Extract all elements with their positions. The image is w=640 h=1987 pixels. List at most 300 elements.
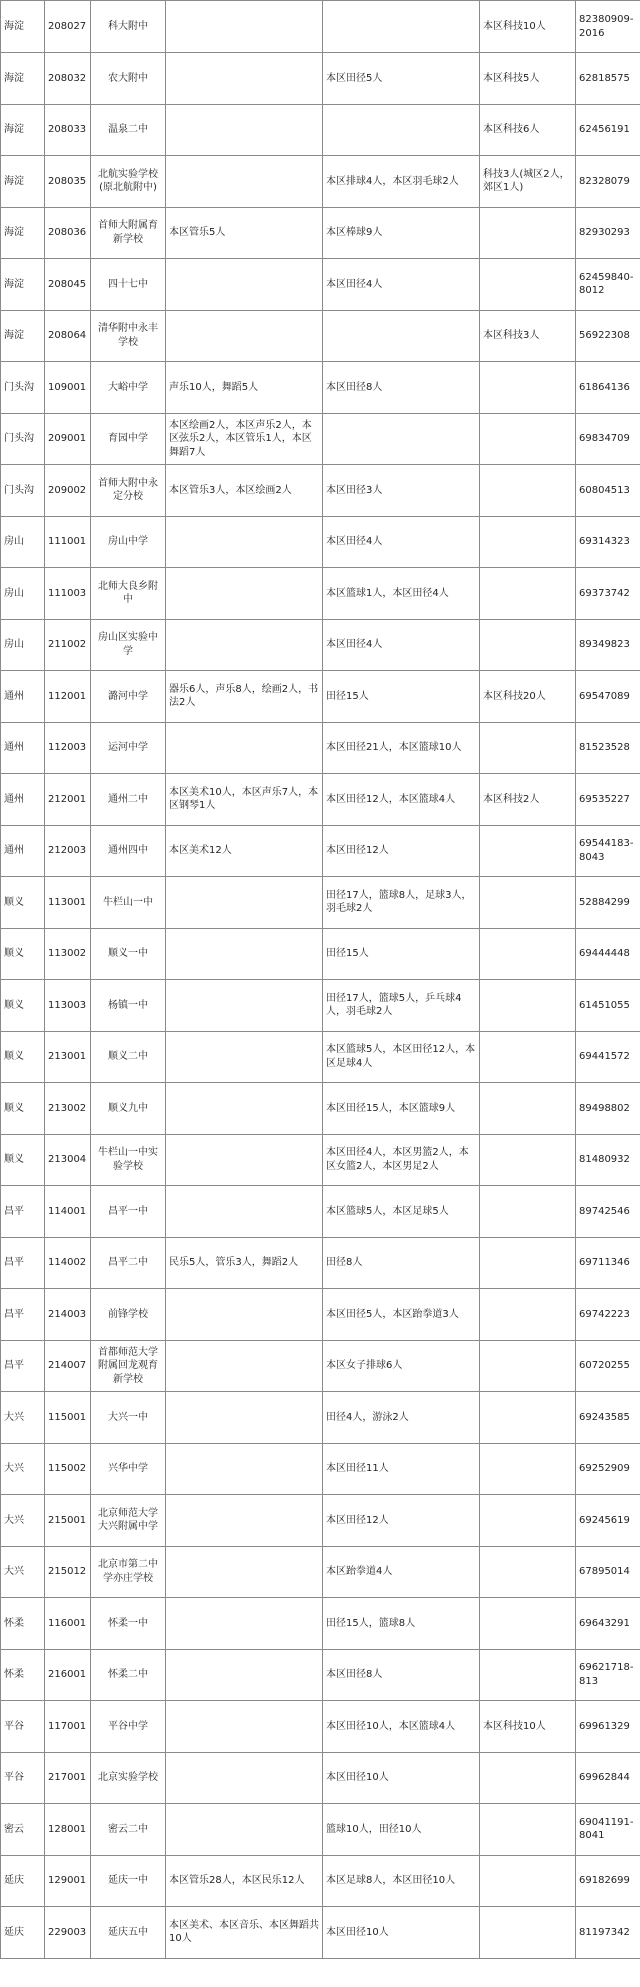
phone-cell: 69621718-813 (576, 1649, 640, 1701)
tech-quota-cell: 本区科技2人 (480, 774, 576, 826)
school-name-cell: 育园中学 (91, 413, 166, 465)
tech-quota-cell: 本区科技5人 (480, 53, 576, 105)
school-code-cell: 111003 (45, 568, 91, 620)
school-code-cell: 214007 (45, 1340, 91, 1392)
school-name-cell: 科大附中 (91, 1, 166, 53)
district-cell: 海淀 (1, 53, 45, 105)
district-cell: 昌平 (1, 1289, 45, 1341)
school-name-cell: 北航实验学校(原北航附中) (91, 156, 166, 208)
tech-quota-cell (480, 980, 576, 1032)
sport-quota-cell: 本区田径4人 (323, 259, 480, 311)
tech-quota-cell (480, 1598, 576, 1650)
tech-quota-cell: 本区科技3人 (480, 310, 576, 362)
tech-quota-cell (480, 619, 576, 671)
art-quota-cell: 器乐6人，声乐8人，绘画2人，书法2人 (166, 671, 323, 723)
tech-quota-cell (480, 568, 576, 620)
sport-quota-cell: 田径17人，篮球8人，足球3人，羽毛球2人 (323, 877, 480, 929)
art-quota-cell (166, 310, 323, 362)
school-name-cell: 温泉二中 (91, 104, 166, 156)
phone-cell: 69182699 (576, 1855, 640, 1907)
school-code-cell: 213001 (45, 1031, 91, 1083)
district-cell: 昌平 (1, 1340, 45, 1392)
sport-quota-cell: 本区田径10人 (323, 1907, 480, 1959)
phone-cell: 69544183-8043 (576, 825, 640, 877)
tech-quota-cell (480, 1752, 576, 1804)
art-quota-cell: 声乐10人，舞蹈5人 (166, 362, 323, 414)
sport-quota-cell: 田径15人，篮球8人 (323, 1598, 480, 1650)
school-code-cell: 208033 (45, 104, 91, 156)
art-quota-cell (166, 1289, 323, 1341)
tech-quota-cell (480, 259, 576, 311)
school-name-cell: 大峪中学 (91, 362, 166, 414)
phone-cell: 89349823 (576, 619, 640, 671)
school-name-cell: 牛栏山一中实验学校 (91, 1134, 166, 1186)
table-row (1, 1, 640, 53)
art-quota-cell (166, 259, 323, 311)
school-name-cell: 大兴一中 (91, 1392, 166, 1444)
school-code-cell: 112003 (45, 722, 91, 774)
school-code-cell: 113001 (45, 877, 91, 929)
school-name-cell: 昌平一中 (91, 1186, 166, 1238)
district-cell: 昌平 (1, 1186, 45, 1238)
district-cell: 通州 (1, 671, 45, 723)
sport-quota-cell: 本区女子排球6人 (323, 1340, 480, 1392)
tech-quota-cell: 本区科技20人 (480, 671, 576, 723)
phone-cell: 69547089 (576, 671, 640, 723)
tech-quota-cell (480, 1289, 576, 1341)
tech-quota-cell (480, 1134, 576, 1186)
school-name-cell: 密云二中 (91, 1804, 166, 1856)
school-name-cell: 顺义九中 (91, 1083, 166, 1135)
sport-quota-cell: 田径15人 (323, 928, 480, 980)
phone-cell: 69441572 (576, 1031, 640, 1083)
tech-quota-cell (480, 1237, 576, 1289)
tech-quota-cell: 本区科技10人 (480, 1701, 576, 1753)
phone-cell: 69961329 (576, 1701, 640, 1753)
tech-quota-cell (480, 362, 576, 414)
sport-quota-cell: 本区排球4人，本区羽毛球2人 (323, 156, 480, 208)
tech-quota-cell (480, 1443, 576, 1495)
tech-quota-cell: 本区科技10人 (480, 1, 576, 53)
table-row (1, 1855, 640, 1907)
sport-quota-cell: 本区篮球1人，本区田径4人 (323, 568, 480, 620)
tech-quota-cell (480, 1083, 576, 1135)
table-row (1, 362, 640, 414)
phone-cell: 61451055 (576, 980, 640, 1032)
tech-quota-cell (480, 1186, 576, 1238)
table-body (1, 1, 640, 1959)
school-name-cell: 平谷中学 (91, 1701, 166, 1753)
district-cell: 通州 (1, 825, 45, 877)
district-cell: 通州 (1, 722, 45, 774)
table-row (1, 619, 640, 671)
sport-quota-cell: 本区田径12人，本区篮球4人 (323, 774, 480, 826)
art-quota-cell (166, 1134, 323, 1186)
district-cell: 海淀 (1, 156, 45, 208)
table-row (1, 516, 640, 568)
school-code-cell: 114002 (45, 1237, 91, 1289)
art-quota-cell (166, 1649, 323, 1701)
school-code-cell: 117001 (45, 1701, 91, 1753)
school-code-cell: 115002 (45, 1443, 91, 1495)
sport-quota-cell: 田径17人，篮球5人，乒乓球4人，羽毛球2人 (323, 980, 480, 1032)
tech-quota-cell (480, 413, 576, 465)
table-row (1, 1237, 640, 1289)
sport-quota-cell (323, 413, 480, 465)
art-quota-cell (166, 1340, 323, 1392)
sport-quota-cell: 本区田径12人 (323, 1495, 480, 1547)
tech-quota-cell (480, 1340, 576, 1392)
table-row (1, 1134, 640, 1186)
table-row (1, 207, 640, 259)
phone-cell: 69314323 (576, 516, 640, 568)
district-cell: 大兴 (1, 1495, 45, 1547)
tech-quota-cell (480, 207, 576, 259)
tech-quota-cell (480, 877, 576, 929)
table-row (1, 1546, 640, 1598)
school-code-cell: 209002 (45, 465, 91, 517)
sport-quota-cell: 本区田径15人，本区篮球9人 (323, 1083, 480, 1135)
district-cell: 顺义 (1, 1031, 45, 1083)
table-row (1, 259, 640, 311)
table-row (1, 1289, 640, 1341)
school-name-cell: 首师大附中永定分校 (91, 465, 166, 517)
table-row (1, 1392, 640, 1444)
district-cell: 海淀 (1, 1, 45, 53)
school-name-cell: 运河中学 (91, 722, 166, 774)
sport-quota-cell: 本区田径10人，本区篮球4人 (323, 1701, 480, 1753)
school-code-cell: 208064 (45, 310, 91, 362)
sport-quota-cell: 本区足球8人，本区田径10人 (323, 1855, 480, 1907)
school-code-cell: 208036 (45, 207, 91, 259)
district-cell: 门头沟 (1, 413, 45, 465)
table-row (1, 1495, 640, 1547)
art-quota-cell (166, 1598, 323, 1650)
school-name-cell: 延庆一中 (91, 1855, 166, 1907)
table-row (1, 1031, 640, 1083)
art-quota-cell (166, 1495, 323, 1547)
table-row (1, 928, 640, 980)
district-cell: 大兴 (1, 1546, 45, 1598)
art-quota-cell (166, 1, 323, 53)
sport-quota-cell: 田径15人 (323, 671, 480, 723)
phone-cell: 89498802 (576, 1083, 640, 1135)
table-row (1, 568, 640, 620)
school-code-cell: 213004 (45, 1134, 91, 1186)
table-row (1, 722, 640, 774)
school-code-cell: 208027 (45, 1, 91, 53)
school-name-cell: 前锋学校 (91, 1289, 166, 1341)
school-name-cell: 清华附中永丰学校 (91, 310, 166, 362)
tech-quota-cell (480, 516, 576, 568)
school-name-cell: 兴华中学 (91, 1443, 166, 1495)
table-row (1, 53, 640, 105)
table-row (1, 774, 640, 826)
phone-cell: 69444448 (576, 928, 640, 980)
tech-quota-cell (480, 722, 576, 774)
school-name-cell: 房山中学 (91, 516, 166, 568)
school-name-cell: 延庆五中 (91, 1907, 166, 1959)
district-cell: 房山 (1, 619, 45, 671)
tech-quota-cell (480, 1804, 576, 1856)
phone-cell: 81523528 (576, 722, 640, 774)
sport-quota-cell: 本区田径10人 (323, 1752, 480, 1804)
table-row (1, 671, 640, 723)
district-cell: 房山 (1, 516, 45, 568)
school-code-cell: 115001 (45, 1392, 91, 1444)
school-code-cell: 209001 (45, 413, 91, 465)
phone-cell: 69535227 (576, 774, 640, 826)
district-cell: 延庆 (1, 1855, 45, 1907)
art-quota-cell (166, 928, 323, 980)
table-row (1, 310, 640, 362)
table-row (1, 104, 640, 156)
district-cell: 海淀 (1, 104, 45, 156)
district-cell: 门头沟 (1, 362, 45, 414)
tech-quota-cell (480, 1495, 576, 1547)
school-name-cell: 顺义一中 (91, 928, 166, 980)
tech-quota-cell (480, 465, 576, 517)
phone-cell: 62459840-8012 (576, 259, 640, 311)
sport-quota-cell: 田径8人 (323, 1237, 480, 1289)
art-quota-cell (166, 980, 323, 1032)
phone-cell: 69252909 (576, 1443, 640, 1495)
phone-cell: 69041191-8041 (576, 1804, 640, 1856)
tech-quota-cell (480, 1855, 576, 1907)
tech-quota-cell (480, 928, 576, 980)
table-row (1, 1186, 640, 1238)
school-name-cell: 房山区实验中学 (91, 619, 166, 671)
school-code-cell: 212001 (45, 774, 91, 826)
table-row (1, 877, 640, 929)
sport-quota-cell: 本区田径8人 (323, 1649, 480, 1701)
school-code-cell: 212003 (45, 825, 91, 877)
phone-cell: 82380909-2016 (576, 1, 640, 53)
district-cell: 平谷 (1, 1701, 45, 1753)
district-cell: 顺义 (1, 877, 45, 929)
district-cell: 延庆 (1, 1907, 45, 1959)
art-quota-cell (166, 1392, 323, 1444)
sport-quota-cell: 田径4人，游泳2人 (323, 1392, 480, 1444)
district-cell: 怀柔 (1, 1598, 45, 1650)
art-quota-cell: 本区管乐28人，本区民乐12人 (166, 1855, 323, 1907)
school-name-cell: 北京市第二中学亦庄学校 (91, 1546, 166, 1598)
art-quota-cell (166, 156, 323, 208)
school-name-cell: 通州四中 (91, 825, 166, 877)
art-quota-cell (166, 1031, 323, 1083)
school-code-cell: 116001 (45, 1598, 91, 1650)
phone-cell: 62456191 (576, 104, 640, 156)
sport-quota-cell: 本区田径12人 (323, 825, 480, 877)
art-quota-cell (166, 53, 323, 105)
art-quota-cell (166, 104, 323, 156)
district-cell: 密云 (1, 1804, 45, 1856)
phone-cell: 69245619 (576, 1495, 640, 1547)
art-quota-cell: 民乐5人，管乐3人，舞蹈2人 (166, 1237, 323, 1289)
school-code-cell: 208045 (45, 259, 91, 311)
school-code-cell: 208032 (45, 53, 91, 105)
district-cell: 顺义 (1, 980, 45, 1032)
sport-quota-cell: 本区田径8人 (323, 362, 480, 414)
school-name-cell: 怀柔一中 (91, 1598, 166, 1650)
table-row (1, 1752, 640, 1804)
school-code-cell: 128001 (45, 1804, 91, 1856)
district-cell: 海淀 (1, 310, 45, 362)
tech-quota-cell (480, 1546, 576, 1598)
table-row (1, 1598, 640, 1650)
district-cell: 海淀 (1, 259, 45, 311)
school-name-cell: 顺义二中 (91, 1031, 166, 1083)
tech-quota-cell: 本区科技6人 (480, 104, 576, 156)
sport-quota-cell: 本区篮球5人，本区田径12人，本区足球4人 (323, 1031, 480, 1083)
district-cell: 房山 (1, 568, 45, 620)
district-cell: 昌平 (1, 1237, 45, 1289)
art-quota-cell (166, 877, 323, 929)
school-name-cell: 首师大附属育新学校 (91, 207, 166, 259)
table-row (1, 980, 640, 1032)
school-name-cell: 牛栏山一中 (91, 877, 166, 929)
school-code-cell: 215012 (45, 1546, 91, 1598)
school-name-cell: 怀柔二中 (91, 1649, 166, 1701)
phone-cell: 81197342 (576, 1907, 640, 1959)
art-quota-cell (166, 1546, 323, 1598)
tech-quota-cell (480, 1392, 576, 1444)
phone-cell: 62818575 (576, 53, 640, 105)
district-cell: 顺义 (1, 1134, 45, 1186)
sport-quota-cell: 本区田径4人 (323, 516, 480, 568)
school-code-cell: 114001 (45, 1186, 91, 1238)
art-quota-cell: 本区美术10人，本区声乐7人，本区钢琴1人 (166, 774, 323, 826)
district-cell: 大兴 (1, 1392, 45, 1444)
table-row (1, 156, 640, 208)
sport-quota-cell: 本区篮球5人，本区足球5人 (323, 1186, 480, 1238)
phone-cell: 67895014 (576, 1546, 640, 1598)
school-name-cell: 昌平二中 (91, 1237, 166, 1289)
phone-cell: 60804513 (576, 465, 640, 517)
phone-cell: 82930293 (576, 207, 640, 259)
art-quota-cell (166, 568, 323, 620)
art-quota-cell: 本区管乐5人 (166, 207, 323, 259)
art-quota-cell (166, 1443, 323, 1495)
district-cell: 通州 (1, 774, 45, 826)
school-code-cell: 111001 (45, 516, 91, 568)
school-code-cell: 112001 (45, 671, 91, 723)
art-quota-cell (166, 619, 323, 671)
art-quota-cell (166, 1804, 323, 1856)
phone-cell: 69711346 (576, 1237, 640, 1289)
art-quota-cell: 本区绘画2人，本区声乐2人，本区弦乐2人，本区管乐1人，本区舞蹈7人 (166, 413, 323, 465)
school-name-cell: 北京师范大学大兴附属中学 (91, 1495, 166, 1547)
table-row (1, 1649, 640, 1701)
district-cell: 平谷 (1, 1752, 45, 1804)
phone-cell: 69742223 (576, 1289, 640, 1341)
tech-quota-cell (480, 1031, 576, 1083)
sport-quota-cell (323, 1, 480, 53)
table-row (1, 825, 640, 877)
school-code-cell: 213002 (45, 1083, 91, 1135)
phone-cell: 69243585 (576, 1392, 640, 1444)
school-name-cell: 农大附中 (91, 53, 166, 105)
phone-cell: 52884299 (576, 877, 640, 929)
table-row (1, 1083, 640, 1135)
sport-quota-cell: 本区棒球9人 (323, 207, 480, 259)
phone-cell: 69834709 (576, 413, 640, 465)
sport-quota-cell (323, 310, 480, 362)
sport-quota-cell: 本区田径4人，本区男篮2人，本区女篮2人，本区男足2人 (323, 1134, 480, 1186)
art-quota-cell: 本区管乐3人，本区绘画2人 (166, 465, 323, 517)
school-name-cell: 北京实验学校 (91, 1752, 166, 1804)
tech-quota-cell (480, 1907, 576, 1959)
art-quota-cell (166, 1701, 323, 1753)
table-row (1, 465, 640, 517)
sport-quota-cell: 本区田径5人，本区跆拳道3人 (323, 1289, 480, 1341)
sport-quota-cell: 本区跆拳道4人 (323, 1546, 480, 1598)
school-code-cell: 217001 (45, 1752, 91, 1804)
school-name-cell: 首都师范大学附属回龙观育新学校 (91, 1340, 166, 1392)
district-cell: 顺义 (1, 1083, 45, 1135)
school-name-cell: 四十七中 (91, 259, 166, 311)
tech-quota-cell (480, 825, 576, 877)
school-code-cell: 109001 (45, 362, 91, 414)
school-name-cell: 北师大良乡附中 (91, 568, 166, 620)
district-cell: 大兴 (1, 1443, 45, 1495)
district-cell: 怀柔 (1, 1649, 45, 1701)
school-code-cell: 229003 (45, 1907, 91, 1959)
table-row (1, 1443, 640, 1495)
art-quota-cell: 本区美术、本区音乐、本区舞蹈共10人 (166, 1907, 323, 1959)
school-code-cell: 208035 (45, 156, 91, 208)
phone-cell: 69962844 (576, 1752, 640, 1804)
phone-cell: 82328079 (576, 156, 640, 208)
sport-quota-cell: 本区田径11人 (323, 1443, 480, 1495)
sport-quota-cell: 本区田径4人 (323, 619, 480, 671)
art-quota-cell (166, 1752, 323, 1804)
school-code-cell: 113003 (45, 980, 91, 1032)
phone-cell: 69373742 (576, 568, 640, 620)
phone-cell: 61864136 (576, 362, 640, 414)
table-row (1, 413, 640, 465)
tech-quota-cell (480, 1649, 576, 1701)
table-row (1, 1907, 640, 1959)
school-code-cell: 216001 (45, 1649, 91, 1701)
sport-quota-cell: 篮球10人，田径10人 (323, 1804, 480, 1856)
phone-cell: 89742546 (576, 1186, 640, 1238)
art-quota-cell (166, 516, 323, 568)
school-name-cell: 杨镇一中 (91, 980, 166, 1032)
phone-cell: 56922308 (576, 310, 640, 362)
phone-cell: 81480932 (576, 1134, 640, 1186)
tech-quota-cell: 科技3人(城区2人，郊区1人) (480, 156, 576, 208)
district-cell: 门头沟 (1, 465, 45, 517)
phone-cell: 69643291 (576, 1598, 640, 1650)
school-code-cell: 214003 (45, 1289, 91, 1341)
table-row (1, 1804, 640, 1856)
art-quota-cell (166, 1083, 323, 1135)
table-row (1, 1340, 640, 1392)
sport-quota-cell (323, 104, 480, 156)
school-code-cell: 215001 (45, 1495, 91, 1547)
art-quota-cell: 本区美术12人 (166, 825, 323, 877)
district-cell: 顺义 (1, 928, 45, 980)
phone-cell: 60720255 (576, 1340, 640, 1392)
art-quota-cell (166, 1186, 323, 1238)
school-code-cell: 211002 (45, 619, 91, 671)
school-code-cell: 129001 (45, 1855, 91, 1907)
district-cell: 海淀 (1, 207, 45, 259)
table-row (1, 1701, 640, 1753)
school-name-cell: 潞河中学 (91, 671, 166, 723)
art-quota-cell (166, 722, 323, 774)
